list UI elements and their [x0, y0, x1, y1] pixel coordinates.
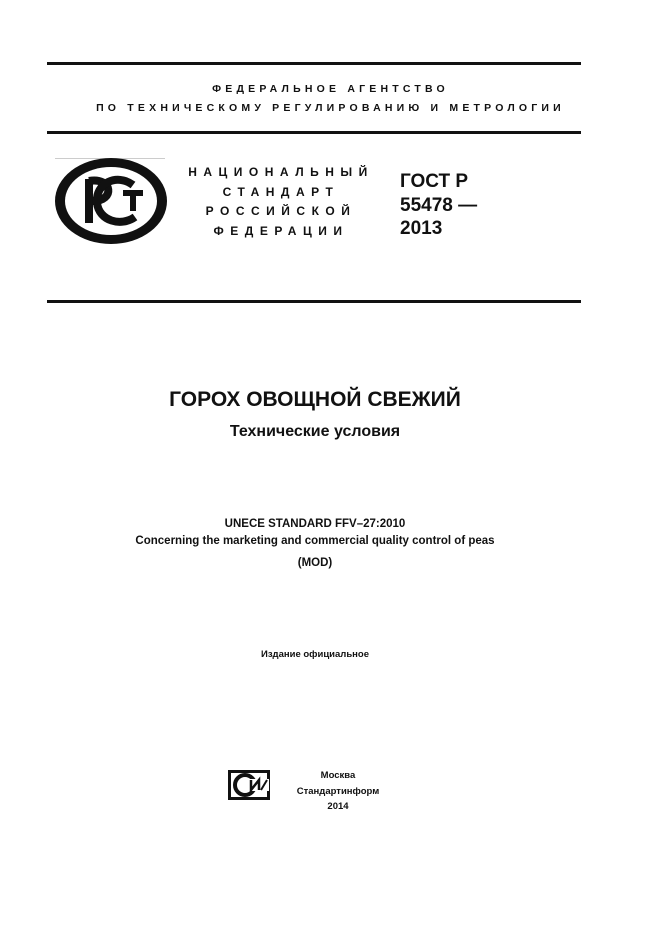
national-line: СТАНДАРТ: [222, 184, 340, 199]
agency-line-1: ФЕДЕРАЛЬНОЕ АГЕНТСТВО: [212, 83, 449, 95]
section-rule: [47, 300, 581, 303]
international-description: Concerning the marketing and commercial quality control of peas: [135, 535, 495, 547]
modification-note: (MOD): [297, 557, 333, 569]
publisher-block: [288, 768, 388, 815]
designation-line: 55478 —: [400, 194, 478, 216]
document-subtitle: Технические условия: [229, 423, 401, 440]
standard-designation: [400, 170, 477, 241]
international-standard: UNECE STANDARD FFV–27:2010: [224, 518, 406, 530]
national-standard-label: [175, 163, 387, 241]
publisher-year: 2014: [327, 801, 349, 812]
rst-conformity-mark-icon: [53, 157, 169, 245]
publisher-name: Стандартинформ: [296, 785, 380, 797]
designation-line: 2013: [400, 218, 443, 239]
edition-label: Издание официальное: [261, 649, 369, 660]
national-line: ФЕДЕРАЦИИ: [213, 223, 349, 238]
top-rule: [47, 62, 581, 65]
document-title: ГОРОХ ОВОЩНОЙ СВЕЖИЙ: [169, 388, 461, 411]
agency-line-2: ПО ТЕХНИЧЕСКОМУ РЕГУЛИРОВАНИЮ И МЕТРОЛОГИИ: [96, 102, 565, 114]
header-bottom-rule: [47, 131, 581, 134]
designation-line: ГОСТ Р: [400, 171, 469, 192]
standartinform-logo-icon: [227, 769, 271, 801]
national-line: РОССИЙСКОЙ: [205, 204, 357, 218]
national-line: НАЦИОНАЛЬНЫЙ: [188, 165, 374, 179]
publisher-city: Москва: [320, 770, 356, 781]
